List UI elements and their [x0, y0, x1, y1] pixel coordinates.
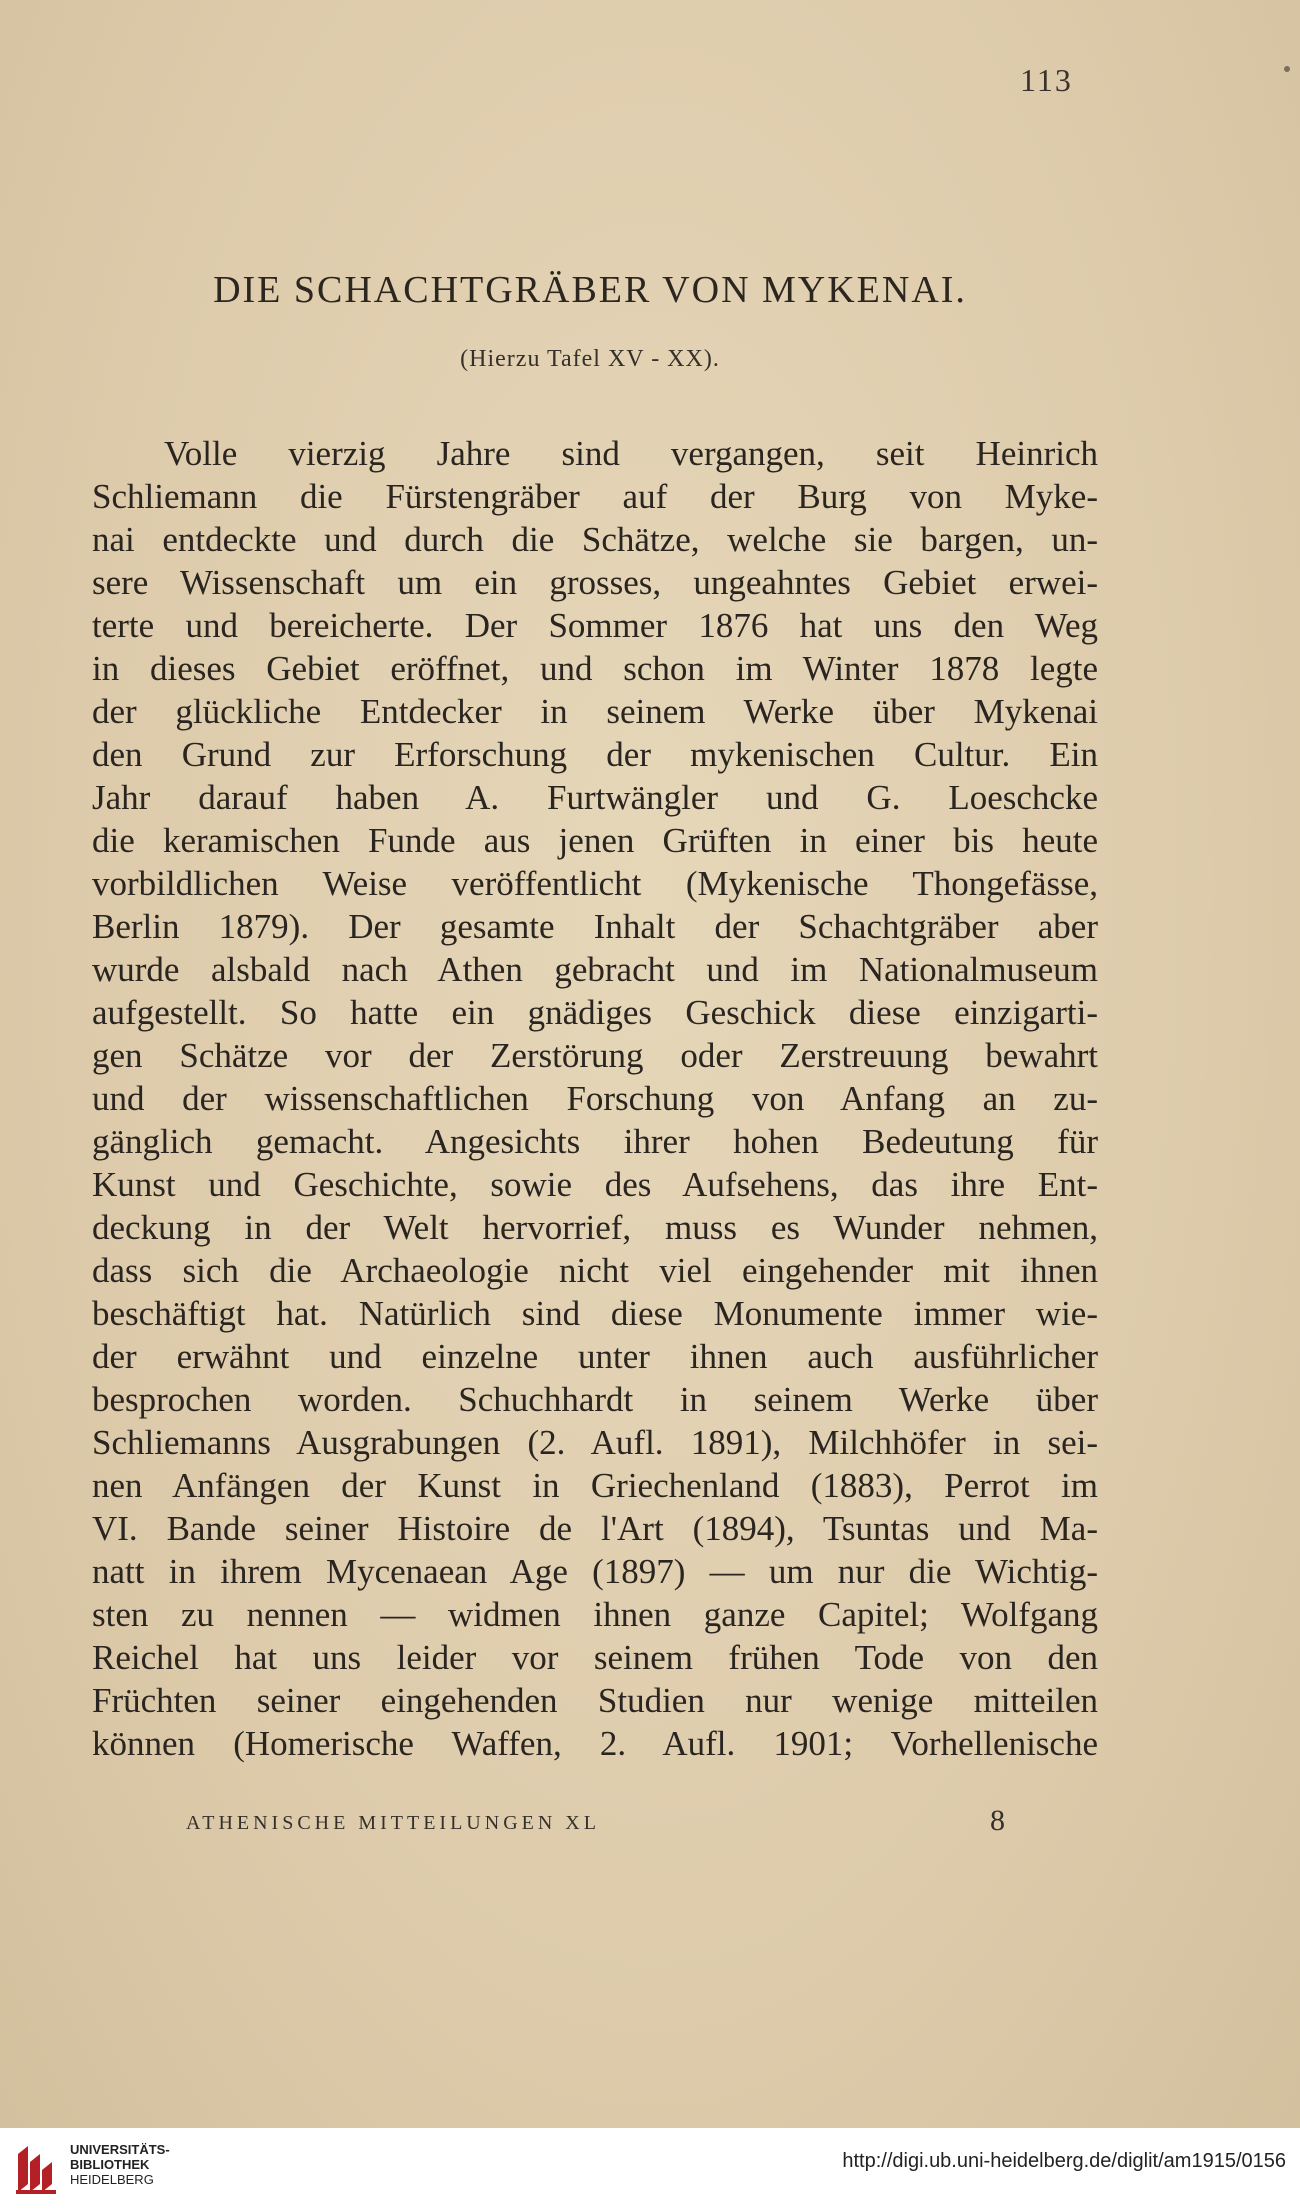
text-line: Jahr darauf haben A. Furtwängler und G. Loeschcke — [92, 778, 1098, 817]
page-speck-mark — [1284, 66, 1290, 72]
text-line: gänglich gemacht. Angesichts ihrer hohen Bedeutung für — [92, 1122, 1098, 1161]
text-line: die keramischen Funde aus jenen Grüften in einer bis heute — [92, 821, 1098, 860]
text-line: natt in ihrem Mycenaean Age (1897) — um nur die Wichtig- — [92, 1552, 1098, 1591]
library-name-line: HEIDELBERG — [70, 2172, 154, 2187]
text-line: Schliemanns Ausgrabungen (2. Aufl. 1891), Milchhöfer in sei- — [92, 1423, 1098, 1462]
text-line: Schliemann die Fürstengräber auf der Burg von Myke- — [92, 477, 1098, 516]
text-line: VI. Bande seiner Histoire de l'Art (1894), Tsuntas und Ma- — [92, 1509, 1098, 1548]
text-line: nai entdeckte und durch die Schätze, welche sie bargen, un- — [92, 520, 1098, 559]
text-line: Reichel hat uns leider vor seinem frühen Tode von den — [92, 1638, 1098, 1677]
library-logo-icon — [14, 2140, 60, 2196]
text-line: Kunst und Geschichte, sowie des Aufsehens, das ihre Ent- — [92, 1165, 1098, 1204]
text-line: können (Homerische Waffen, 2. Aufl. 1901; Vorhellenische — [92, 1724, 1098, 1763]
text-line: sten zu nennen — widmen ihnen ganze Capitel; Wolfgang — [92, 1595, 1098, 1634]
text-line: deckung in der Welt hervorrief, muss es Wunder nehmen, — [92, 1208, 1098, 1247]
text-line: und der wissenschaftlichen Forschung von Anfang an zu- — [92, 1079, 1098, 1118]
article-subtitle: (Hierzu Tafel XV - XX). — [460, 346, 720, 372]
text-line: beschäftigt hat. Natürlich sind diese Monumente immer wie- — [92, 1294, 1098, 1333]
text-line: aufgestellt. So hatte ein gnädiges Geschick diese einzigarti- — [92, 993, 1098, 1032]
text-line: vorbildlichen Weise veröffentlicht (Mykenische Thongefässe, — [92, 864, 1098, 903]
text-line: der erwähnt und einzelne unter ihnen auch ausführlicher — [92, 1337, 1098, 1376]
text-line: Volle vierzig Jahre sind vergangen, seit Heinrich — [164, 434, 1098, 473]
page-number: 113 — [1020, 62, 1073, 98]
text-line: dass sich die Archaeologie nicht viel eingehender mit ihnen — [92, 1251, 1098, 1290]
text-line: gen Schätze vor der Zerstörung oder Zerstreuung bewahrt — [92, 1036, 1098, 1075]
text-line: besprochen worden. Schuchhardt in seinem Werke über — [92, 1380, 1098, 1419]
library-name — [70, 2142, 170, 2187]
text-line: in dieses Gebiet eröffnet, und schon im Winter 1878 legte — [92, 649, 1098, 688]
text-line: Berlin 1879). Der gesamte Inhalt der Schachtgräber aber — [92, 907, 1098, 946]
library-name-line: BIBLIOTHEK — [70, 2157, 150, 2172]
body-text — [92, 432, 1098, 1765]
text-line: wurde alsbald nach Athen gebracht und im Nationalmuseum — [92, 950, 1098, 989]
text-line: nen Anfängen der Kunst in Griechenland (1883), Perrot im — [92, 1466, 1098, 1505]
sheet-signature: 8 — [990, 1804, 1005, 1837]
permalink-url[interactable]: http://digi.ub.uni-heidelberg.de/diglit/am1915/0156 — [842, 2150, 1286, 2172]
article-title: DIE SCHACHTGRÄBER VON MYKENAI. — [213, 269, 967, 311]
journal-footer: ATHENISCHE MITTEILUNGEN XL — [186, 1812, 600, 1834]
library-name-line: UNIVERSITÄTS- — [70, 2142, 170, 2157]
text-line: Früchten seiner eingehenden Studien nur wenige mitteilen — [92, 1681, 1098, 1720]
text-line: sere Wissenschaft um ein grosses, ungeahntes Gebiet erwei- — [92, 563, 1098, 602]
text-line: den Grund zur Erforschung der mykenischen Cultur. Ein — [92, 735, 1098, 774]
text-line: terte und bereicherte. Der Sommer 1876 hat uns den Weg — [92, 606, 1098, 645]
text-line: der glückliche Entdecker in seinem Werke über Mykenai — [92, 692, 1098, 731]
